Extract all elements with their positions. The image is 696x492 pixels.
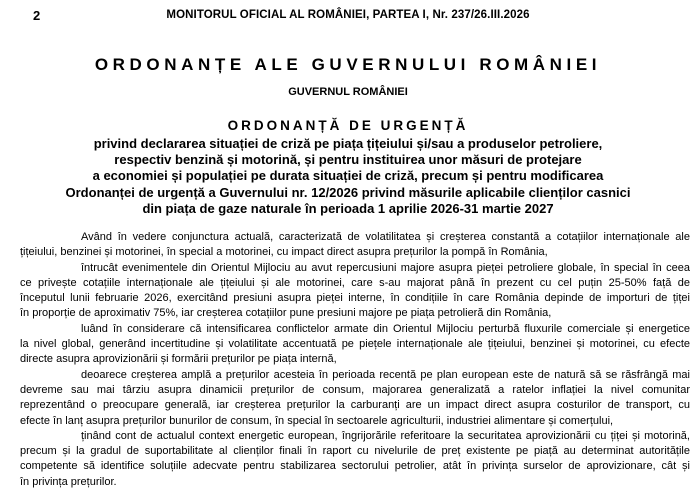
preamble-body bbox=[20, 230, 690, 490]
body-line: Având în vedere conjunctura actuală, caracterizată de volatilitatea și creșterea constantă a cotațiilor internaționale ale bbox=[81, 231, 690, 243]
body-line: reprezentând o preocupare generală, iar creșterea prețurilor la carburanți are un impact direct asupra costurilor de transport, cu bbox=[20, 399, 690, 412]
subject-line: Ordonanței de urgență a Guvernului nr. 12/2026 privind măsurile aplicabile clienților casnici bbox=[65, 184, 631, 200]
page-number: 2 bbox=[33, 8, 41, 23]
body-line: directe asupra aprovizionării și formării prețurilor pe piața internă, bbox=[20, 353, 337, 366]
section-title: ORDONANȚE ALE GUVERNULUI ROMÂNIEI bbox=[94, 55, 602, 74]
body-line: la nivel global, generând incertitudine și volatilitate accentuată pe piețele internaționale ale țițeiului, benzinei și motorinei, cu efecte bbox=[20, 338, 690, 351]
document-type: ORDONANȚĂ DE URGENȚĂ bbox=[227, 118, 469, 133]
subject-line: respectiv benzină și motorină, și pentru instituirea unor măsuri de protejare bbox=[114, 152, 582, 168]
subject-line: din piața de gaze naturale în perioada 1 aprilie 2026-31 martie 2027 bbox=[142, 200, 554, 216]
body-line: competente să identifice soluțiile adecvate pentru stabilizarea sectorului petrolier, atât în privința surselor de aprovizionare, cât și bbox=[20, 460, 690, 473]
document-subject bbox=[20, 136, 676, 217]
body-line: luând în considerare că intensificarea conflictelor armate din Orientul Mijlociu perturbă fluxurile comerciale și energetice bbox=[81, 322, 690, 335]
body-line: întrucât evenimentele din Orientul Mijlociu au avut repercusiuni majore asupra pieței petroliere globale, în special în ceea bbox=[81, 261, 690, 274]
body-line: în privința prețurilor. bbox=[20, 475, 117, 488]
body-line: țițeiului, benzinei și motorinei, în special a motorinei, cu impact direct asupra prețurilor la pompă în România, bbox=[20, 246, 548, 259]
body-line: precum și la gradul de suportabilitate al clienților finali în raport cu nivelurile de preț existente pe piață au determinat autoritățile bbox=[20, 445, 690, 458]
body-line: în proporție de aproximativ 75%, iar creșterea cotațiilor pune presiuni majore pe piața petrolieră din România, bbox=[20, 307, 552, 320]
running-title: MONITORUL OFICIAL AL ROMÂNIEI, PARTEA I, Nr. 237/26.III.2026 bbox=[166, 9, 530, 21]
body-line: ținând cont de actualul context energetic european, îngrijorările referitoare la securitatea aprovizionării cu țiței și motorină, bbox=[81, 429, 690, 442]
subject-line: a economiei și populației pe durata situației de criză, precum și pentru modificarea bbox=[92, 168, 604, 184]
body-line: deoarece creșterea amplă a prețurilor acesteia în perioada recentă pe plan european este de natură să se răsfrângă mai bbox=[81, 368, 690, 381]
body-line: ce privește cotațiile internaționale ale țițeiului și ale motorinei, care s-au majorat până în prezent cu cel puțin 25-50% față de bbox=[20, 276, 690, 289]
page-header bbox=[0, 8, 696, 24]
body-line: devreme sau mai târziu asupra dinamicii prețurilor de consum, majorarea generalizată a ratelor inflației la nivel comunitar bbox=[20, 383, 690, 396]
body-line: începutul lunii februarie 2026, exercitând presiuni asupra pieței interne, în condițiile în care România depinde de importuri de țiței bbox=[20, 292, 690, 305]
subject-line: privind declararea situației de criză pe piața țițeiului și/sau a produselor petroliere, bbox=[93, 136, 603, 151]
body-line: efecte în lanț asupra prețurilor bunurilor de consum, în special în sectoarele agriculturii, industriei alimentare și comerțului, bbox=[20, 414, 614, 427]
issuer: GUVERNUL ROMÂNIEI bbox=[288, 86, 408, 98]
